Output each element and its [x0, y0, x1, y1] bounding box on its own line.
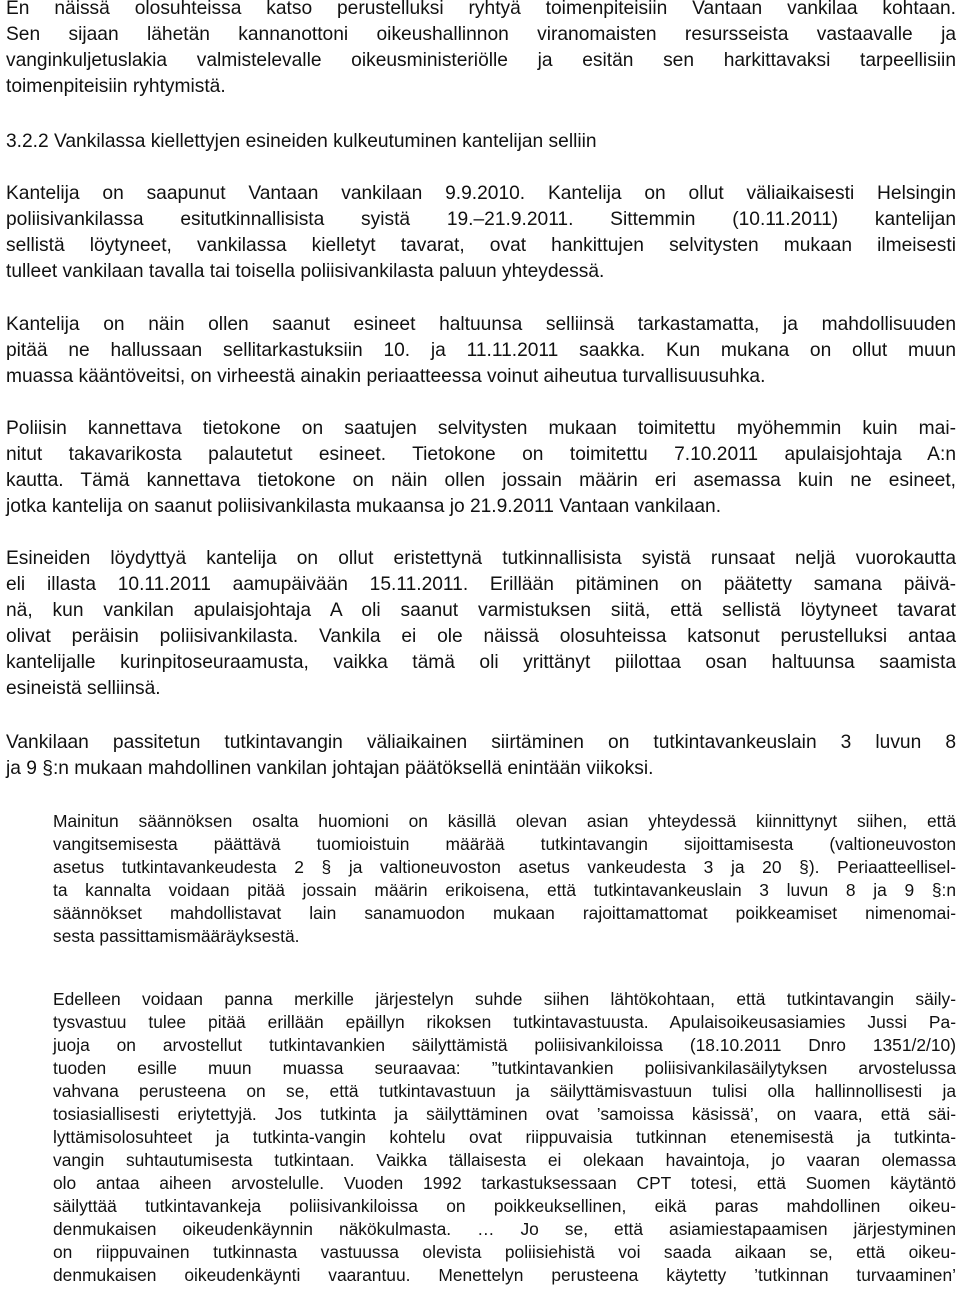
quote-line: lyttämisolosuhteet ja tutkinta-vangin kohtelu ovat riippuvaisia tutkinnan etenemisestä ja tutkinta- — [53, 1127, 956, 1147]
paragraph-line: eli illasta 10.11.2011 aamupäivään 15.11.2011. Erillään pitäminen on päätetty samana päivä- — [6, 574, 956, 595]
paragraph-line: Kantelija on näin ollen saanut esineet haltuunsa selliinsä tarkastamatta, ja mahdollisuuden — [6, 314, 956, 335]
paragraph-line: kautta. Tämä kannettava tietokone on näin ollen jossain määrin eri asemassa kuin ne esineet, — [6, 470, 956, 491]
intro-line: En näissä olosuhteissa katso perustelluksi ryhtyä toimenpiteisiin Vantaan vankilaa kohtaan. — [6, 0, 956, 19]
paragraph-line: Poliisin kannettava tietokone on saatujen selvitysten mukaan toimitettu myöhemmin kuin mai- — [6, 418, 956, 439]
indented-quote — [53, 988, 956, 1287]
paragraph-line: nitut takavarikosta palautetut esineet. Tietokone on toimitettu 7.10.2011 apulaisjohtaja A:n — [6, 444, 956, 465]
intro-line: toimenpiteisiin ryhtymistä. — [6, 76, 226, 97]
intro-paragraph — [6, 0, 956, 100]
paragraph-line: ja 9 §:n mukaan mahdollinen vankilan johtajan päätöksellä enintään viikoksi. — [6, 758, 654, 779]
body-paragraph — [6, 312, 956, 390]
quote-line: tosiasiallisesti eriytettyjä. Jos tutkinta ja säilyttäminen ovat ’samoissa käsissä’, on vaara, että säi- — [53, 1104, 956, 1124]
paragraph-line: Vankilaan passitetun tutkintavangin väliaikainen siirtäminen on tutkintavankeuslain 3 luvun 8 — [6, 732, 956, 753]
intro-line: Sen sijaan lähetän kannanottoni oikeushallinnon viranomaisten resursseista vastaavalle ja — [6, 24, 956, 45]
body-paragraph — [6, 546, 956, 702]
quote-line: Edelleen voidaan panna merkille järjestelyn suhde siihen lähtökohtaan, että tutkintavangin säily- — [53, 989, 956, 1009]
quote-line: ta kannalta voidaan pitää jossain määrin erikoisena, että tutkintavankeuslain 3 luvun 8 ja 9 §:n — [53, 880, 956, 900]
body-paragraph — [6, 730, 956, 782]
quote-line: olo antaa aiheen arvostelulle. Vuoden 1992 tarkastuksessaan CPT totesi, että Suomen käytäntö — [53, 1173, 956, 1193]
paragraph-line: Kantelija on saapunut Vantaan vankilaan 9.9.2010. Kantelija on ollut väliaikaisesti Helsingin — [6, 183, 956, 204]
paragraph-line: poliisivankilassa esitutkinnallisista syistä 19.–21.9.2011. Sittemmin (10.11.2011) kantelijan — [6, 209, 956, 230]
paragraph-line: muassa kääntöveitsi, on virheestä ainakin periaatteessa voinut aiheutua turvallisuusuhka. — [6, 366, 766, 387]
quote-line: denmukaisen oikeudenkäynnin näkökulmasta. … Jo se, että asiamiestapaamisen järjestyminen — [53, 1219, 956, 1239]
body-paragraph — [6, 181, 956, 285]
indented-quote — [53, 810, 956, 948]
paragraph-line: nä, kun vankilan apulaisjohtaja A oli saanut varmistuksen siitä, että sellistä löytyneet tavarat — [6, 600, 956, 621]
paragraph-line: pitää ne hallussaan sellitarkastuksiin 10. ja 11.11.2011 saakka. Kun mukana on ollut muun — [6, 340, 956, 361]
quote-line: säilyttää tutkintavankeja poliisivankiloissa on poikkeuksellinen, eikä paras mahdollinen oikeu- — [53, 1196, 956, 1216]
quote-line: tuoden esille muun muassa seuraavaa: ”tutkintavankien poliisivankilasäilytyksen arvostelussa — [53, 1058, 956, 1078]
intro-line: vanginkuljetuslakia valmistelevalle oikeusministeriölle ja esitän sen harkittavaksi tarpeellisiin — [6, 50, 956, 71]
quote-line: vahvana perusteena on se, että tutkintavastuun ja säilyttämisvastuun tulisi olla hallinnollisesti ja — [53, 1081, 956, 1101]
quote-line: on riippuvainen tutkinnasta vastuussa olevista poliisiehistä voi saada aikaan se, että oikeu- — [53, 1242, 956, 1262]
quote-line: vangin suhtautumisesta tutkintaan. Vaikka tällaisesta ei olekaan havaintoja, jo vaaran olemassa — [53, 1150, 956, 1170]
body-paragraph — [6, 416, 956, 520]
paragraph-line: esineistä selliinsä. — [6, 678, 161, 699]
paragraph-line: tulleet vankilaan tavalla tai toisella poliisivankilasta paluun yhteydessä. — [6, 261, 605, 282]
paragraph-line: olivat peräisin poliisivankilasta. Vankila ei ole näissä olosuhteissa katsonut perustelluksi antaa — [6, 626, 956, 647]
quote-line: juoja on arvostellut tutkintavankien säilyttämistä poliisivankiloissa (18.10.2011 Dnro 1351/2/10) — [53, 1035, 956, 1055]
section-heading: 3.2.2 Vankilassa kiellettyjen esineiden kulkeutuminen kantelijan selliin — [6, 131, 597, 152]
quote-line: Mainitun säännöksen osalta huomioni on käsillä olevan asian yhteydessä kiinnittynyt siihen, että — [53, 811, 956, 831]
quote-line: asetus tutkintavankeudesta 2 § ja valtioneuvoston asetus vankeudesta 3 ja 20 §). Periaatteellisel- — [53, 857, 956, 877]
quote-line: denmukaisen oikeudenkäynti vaarantuu. Menettelyn perusteena käytetty ’tutkinnan turvaaminen’ — [53, 1265, 956, 1285]
paragraph-line: sellistä löytyneet, vankilassa kielletyt tavarat, ovat hankittujen selvitysten mukaan ilmeisesti — [6, 235, 956, 256]
paragraph-line: jotka kantelija on saanut poliisivankilasta mukaansa jo 21.9.2011 Vantaan vankilaan. — [6, 496, 722, 517]
quote-line: sesta passittamismääräyksestä. — [53, 926, 300, 946]
paragraph-line: kantelijalle kurinpitoseuraamusta, vaikka tämä oli yrittänyt piilottaa osan haltuunsa saamista — [6, 652, 956, 673]
quote-line: säännökset mahdollistavat lain sanamuodon mukaan rajoittamattomat poikkeamiset nimenomai- — [53, 903, 956, 923]
quote-line: tysvastuu tulee pitää erillään epäillyn rikoksen tutkintavastuusta. Apulaisoikeusasiamies Jussi Pa- — [53, 1012, 956, 1032]
quote-line: vangitsemisesta päättävä tuomioistuin määrää tutkintavangin sijoittamisesta (valtioneuvoston — [53, 834, 956, 854]
paragraph-line: Esineiden löydyttyä kantelija on ollut eristettynä tutkinnallisista syistä runsaat neljä vuorokautta — [6, 548, 956, 569]
